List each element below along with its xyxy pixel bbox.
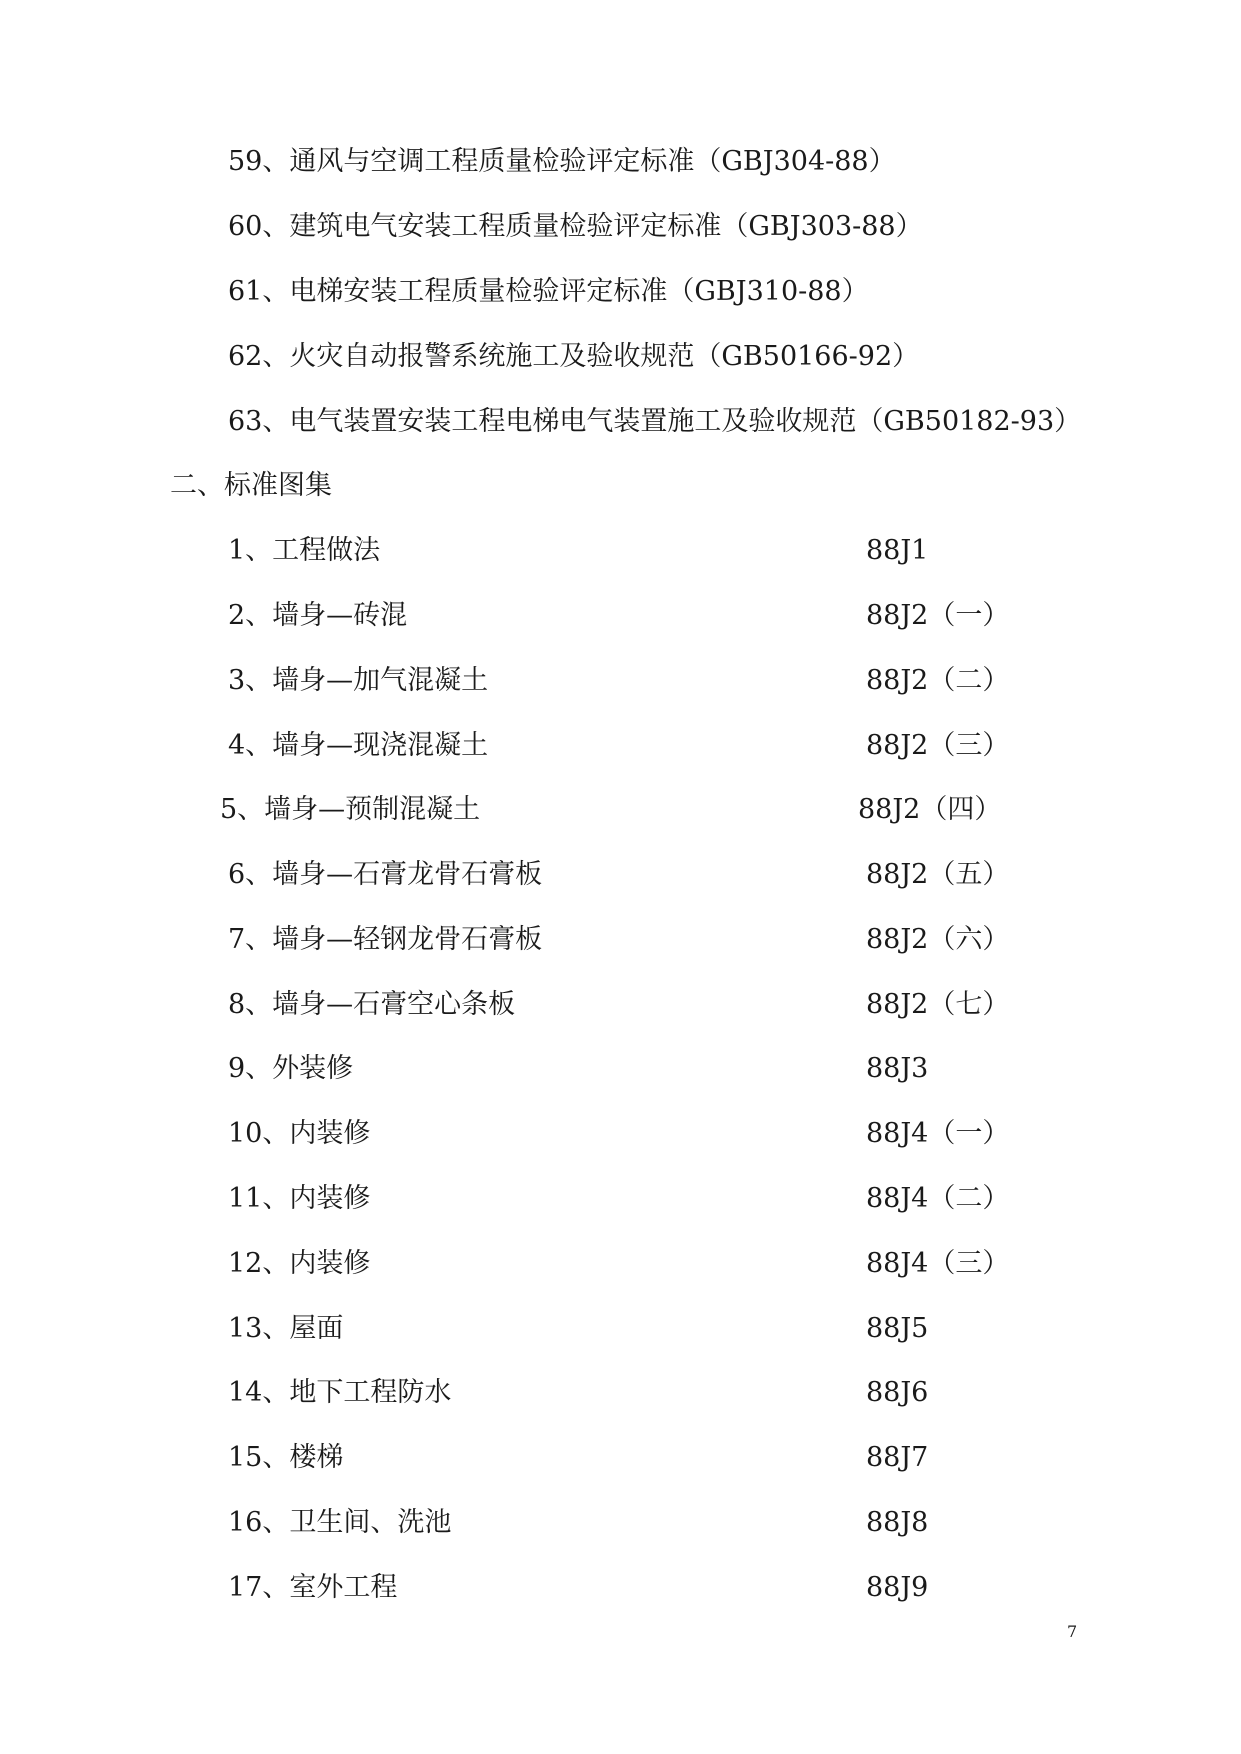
section-heading: 二、标准图集 xyxy=(170,470,332,501)
atlas-row xyxy=(0,1440,1241,1476)
atlas-code: 88J2（三） xyxy=(866,730,1010,761)
atlas-row xyxy=(0,663,1241,699)
atlas-row xyxy=(0,533,1241,569)
atlas-name: 4、墙身—现浇混凝土 xyxy=(228,730,489,761)
atlas-code: 88J6 xyxy=(866,1377,929,1408)
atlas-row xyxy=(0,1311,1241,1347)
standard-item: 61、电梯安装工程质量检验评定标准（GBJ310-88） xyxy=(228,276,869,307)
atlas-name: 7、墙身—轻钢龙骨石膏板 xyxy=(228,924,543,955)
atlas-code: 88J2（二） xyxy=(866,665,1010,696)
atlas-code: 88J4（一） xyxy=(866,1118,1010,1149)
atlas-row xyxy=(0,1051,1241,1087)
atlas-row xyxy=(0,598,1241,634)
atlas-row xyxy=(0,1181,1241,1217)
atlas-name: 8、墙身—石膏空心条板 xyxy=(228,989,516,1020)
atlas-name: 6、墙身—石膏龙骨石膏板 xyxy=(228,859,543,890)
atlas-code: 88J7 xyxy=(866,1442,929,1473)
atlas-row xyxy=(0,1570,1241,1606)
atlas-row xyxy=(0,922,1241,958)
atlas-name: 2、墙身—砖混 xyxy=(228,600,408,631)
atlas-row xyxy=(0,987,1241,1023)
atlas-code: 88J2（四） xyxy=(858,794,1002,825)
atlas-code: 88J3 xyxy=(866,1053,929,1084)
atlas-name: 1、工程做法 xyxy=(228,535,381,566)
atlas-code: 88J2（六） xyxy=(866,924,1010,955)
atlas-row xyxy=(0,1246,1241,1282)
atlas-name: 12、内装修 xyxy=(228,1248,371,1279)
atlas-name: 16、卫生间、洗池 xyxy=(228,1507,452,1538)
atlas-code: 88J8 xyxy=(866,1507,929,1538)
atlas-code: 88J9 xyxy=(866,1572,929,1603)
atlas-code: 88J1 xyxy=(866,535,929,566)
standard-item: 62、火灾自动报警系统施工及验收规范（GB50166-92） xyxy=(228,341,920,372)
atlas-code: 88J2（一） xyxy=(866,600,1010,631)
atlas-name: 14、地下工程防水 xyxy=(228,1377,452,1408)
atlas-name: 11、内装修 xyxy=(228,1183,371,1214)
atlas-code: 88J5 xyxy=(866,1313,929,1344)
atlas-name: 17、室外工程 xyxy=(228,1572,398,1603)
atlas-name: 9、外装修 xyxy=(228,1053,354,1084)
standard-item: 60、建筑电气安装工程质量检验评定标准（GBJ303-88） xyxy=(228,211,923,242)
atlas-name: 13、屋面 xyxy=(228,1313,344,1344)
atlas-row xyxy=(0,857,1241,893)
atlas-code: 88J4（三） xyxy=(866,1248,1010,1279)
atlas-code: 88J2（五） xyxy=(866,859,1010,890)
atlas-row xyxy=(0,1505,1241,1541)
atlas-name: 3、墙身—加气混凝土 xyxy=(228,665,489,696)
atlas-row xyxy=(0,1116,1241,1152)
page-number: 7 xyxy=(1067,1622,1078,1641)
atlas-code: 88J4（二） xyxy=(866,1183,1010,1214)
atlas-name: 10、内装修 xyxy=(228,1118,371,1149)
atlas-name: 15、楼梯 xyxy=(228,1442,344,1473)
standard-item: 63、电气装置安装工程电梯电气装置施工及验收规范（GB50182-93） xyxy=(228,406,1082,437)
standard-item: 59、通风与空调工程质量检验评定标准（GBJ304-88） xyxy=(228,146,896,177)
atlas-name: 5、墙身—预制混凝土 xyxy=(220,794,481,825)
atlas-row xyxy=(0,728,1241,764)
atlas-row xyxy=(0,1375,1241,1411)
atlas-row xyxy=(0,792,1241,828)
atlas-code: 88J2（七） xyxy=(866,989,1010,1020)
